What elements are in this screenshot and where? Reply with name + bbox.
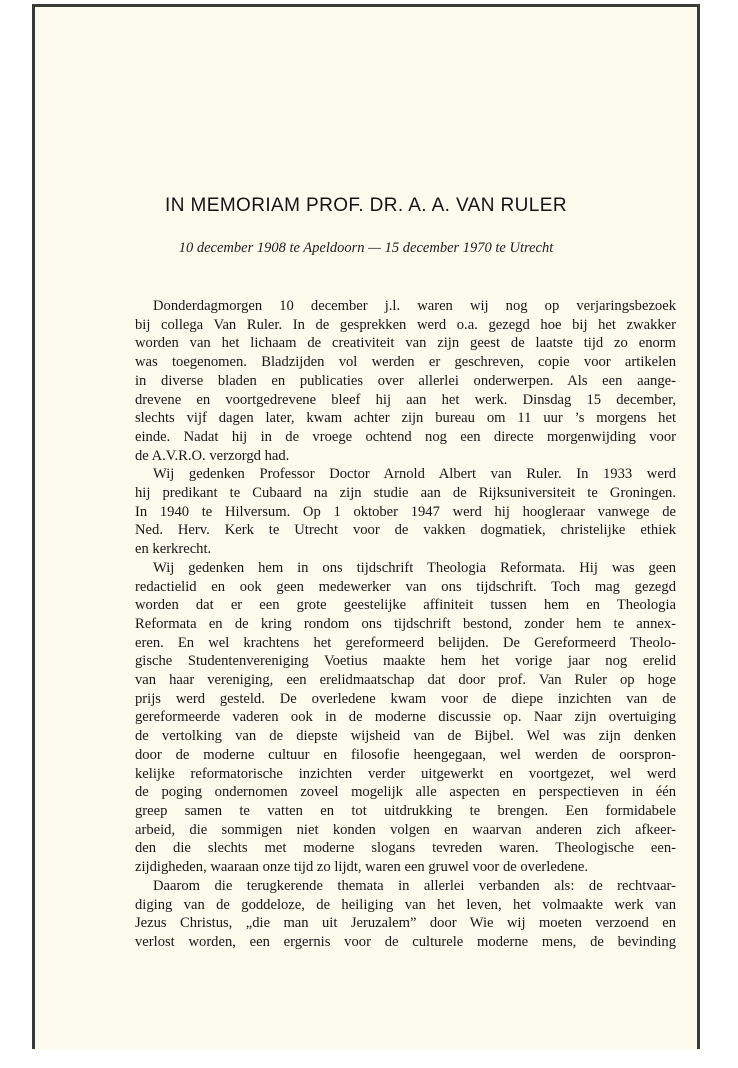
text-line: Wij gedenken hem in ons tijdschrift Theologia Reformata. Hij was geen xyxy=(153,559,676,576)
text-line: verlost worden, een ergernis voor de culturele moderne mens, de bevinding xyxy=(135,933,676,950)
text-line: greep samen te vatten en tot uitdrukking te brengen. Een formidabele xyxy=(135,802,676,819)
text-line: zijdigheden, waaraan onze tijd zo lijdt, waren een gruwel voor de overledene. xyxy=(135,859,589,876)
document-page xyxy=(32,4,700,1049)
text-line: redactielid en ook geen medewerker van ons tijdschrift. Toch mag gezegd xyxy=(135,578,676,595)
text-line: de poging ondernomen zoveel mogelijk alle aspecten en perspectieven in één xyxy=(135,784,676,801)
text-line: was toegenomen. Bladzijden vol werden er geschreven, copie voor artikelen xyxy=(135,354,676,371)
text-line: gische Studentenvereniging Voetius maakte hem het vorige jaar nog erelid xyxy=(135,653,676,670)
text-line: door de moderne cultuur en filosofie heengegaan, wel werden de oorspron- xyxy=(135,746,676,763)
text-line: Wij gedenken Professor Doctor Arnold Albert van Ruler. In 1933 werd xyxy=(153,466,676,483)
text-line: de A.V.R.O. verzorgd had. xyxy=(135,447,290,464)
article-title: IN MEMORIAM PROF. DR. A. A. VAN RULER xyxy=(165,195,567,216)
paragraph xyxy=(135,297,676,465)
text-line: Donderdagmorgen 10 december j.l. waren wij nog op verjaringsbezoek xyxy=(153,298,676,314)
text-line: in diverse bladen en publicaties over allerlei onderwerpen. Als een aange- xyxy=(135,372,676,389)
article-subtitle: 10 december 1908 te Apeldoorn — 15 december 1970 te Utrecht xyxy=(178,240,554,256)
text-line: Daarom die terugkerende themata in allerlei verbanden als: de rechtvaar- xyxy=(153,877,676,894)
text-line: de vertolking van de diepste wijsheid van de Bijbel. Wel was zijn denken xyxy=(135,728,676,745)
text-line: en kerkrecht. xyxy=(135,541,212,558)
text-line: drevene en voortgedrevene bleef hij aan het werk. Dinsdag 15 december, xyxy=(135,391,676,408)
text-line: den die slechts met moderne slogans tevreden waren. Theologische een- xyxy=(135,840,676,857)
text-line: worden van het lichaam de creativiteit van zijn geest de laatste tijd zo enorm xyxy=(135,335,676,352)
text-line: hij predikant te Cubaard na zijn studie aan de Rijksuniversiteit te Groningen. xyxy=(135,485,676,502)
text-line: slechts vijf dagen later, kwam achter zijn bureau om 11 uur ’s morgens het xyxy=(135,410,676,427)
text-line: bij collega Van Ruler. In de gesprekken werd o.a. gezegd hoe bij het zwakker xyxy=(135,316,676,333)
text-line: kelijke reformatorische inzichten verder uitgewerkt en voortgezet, wel werd xyxy=(135,765,676,782)
text-line: einde. Nadat hij in de vroege ochtend nog een directe morgenwijding voor xyxy=(135,428,676,445)
text-line: diging van de goddeloze, de heiliging van het leven, het volmaakte werk van xyxy=(135,896,676,913)
paragraph xyxy=(135,877,676,952)
text-line: eren. En wel krachtens het gereformeerd belijden. De Gereformeerd Theolo- xyxy=(135,634,676,651)
text-line: arbeid, die sommigen niet konden volgen en waarvan anderen zich afkeer- xyxy=(135,821,676,838)
paragraph xyxy=(135,559,676,877)
text-line: In 1940 te Hilversum. Op 1 oktober 1947 werd hij hoogleraar vanwege de xyxy=(135,503,676,520)
text-line: prijs werd gesteld. De overledene kwam voor de diepe inzichten van de xyxy=(135,690,676,707)
paragraph xyxy=(135,465,676,559)
text-line: gereformeerde vaderen ook in de moderne discussie op. Naar zijn overtuiging xyxy=(135,709,676,726)
text-line: van haar vereniging, een erelidmaatschap dat door prof. Van Ruler op hoge xyxy=(135,672,676,689)
text-line: Ned. Herv. Kerk te Utrecht voor de vakken dogmatiek, christelijke ethiek xyxy=(135,522,676,539)
article-body xyxy=(135,297,676,952)
text-line: worden dat er een grote geestelijke affiniteit tussen hem en Theologia xyxy=(135,597,676,614)
text-line: Reformata en de kring rondom ons tijdschrift bestond, zonder hem te annex- xyxy=(135,615,676,632)
text-line: Jezus Christus, „die man uit Jeruzalem” door Wie wij moeten verzoend en xyxy=(135,915,676,932)
